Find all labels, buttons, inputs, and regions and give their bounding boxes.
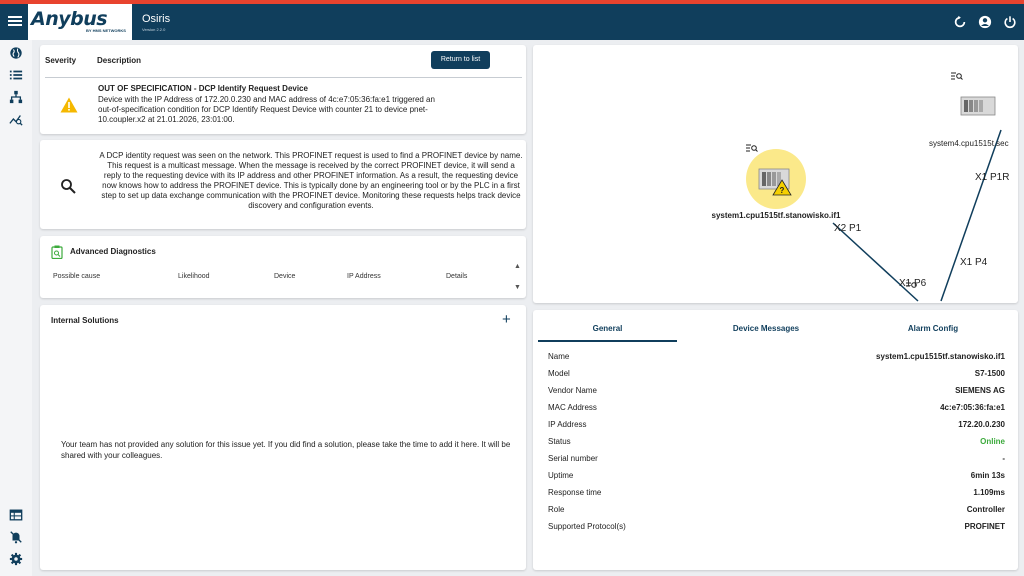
- description-header: Description: [97, 56, 142, 65]
- link-line-1: [833, 223, 918, 301]
- tab-general[interactable]: General: [592, 324, 623, 333]
- detail-label-uptime: Uptime: [548, 471, 574, 480]
- diagnostics-card: [40, 236, 526, 298]
- info-description: A DCP identity request was seen on the network. This PROFINET request is used to find a PROFINET device by name. This request is a multicast message. When the message is received by the correct PROFINET device, it will send a reply to the requesting device with its IP address and other PROFINET information. As a result, the requesting device now knows how to address the PROFINET device. This is typically done by an engineering tool or by the PLC in a first step to set up data exchange communication with the PROFINET device. Monitoring these requests helps track device discovery and configuration events.: [99, 151, 523, 210]
- diagnostics-title: Advanced Diagnostics: [70, 247, 156, 256]
- port-label-x1p1r: X1 P1R: [975, 172, 1010, 183]
- detail-label-name: Name: [548, 352, 570, 361]
- app-title: Osiris: [142, 13, 171, 25]
- detail-label-protocols: Supported Protocol(s): [548, 522, 626, 531]
- hamburger-menu-icon[interactable]: [8, 14, 22, 28]
- node-label-1: system1.cpu1515tf.stanowisko.if1: [711, 211, 841, 220]
- detail-value-vendor: SIEMENS AG: [955, 386, 1005, 395]
- detail-value-uptime: 6min 13s: [970, 471, 1005, 480]
- clipboard-search-icon: [51, 245, 63, 259]
- globe-icon[interactable]: [9, 46, 23, 60]
- column-header-possible-cause[interactable]: Possible cause: [53, 273, 101, 280]
- plc-device-icon[interactable]: [961, 97, 995, 115]
- warning-icon: [60, 97, 78, 113]
- alarm-card: [40, 45, 526, 134]
- search-icon: [60, 178, 76, 194]
- detail-value-model: S7-1500: [974, 369, 1005, 378]
- detail-label-ip: IP Address: [548, 420, 587, 429]
- port-label-x1p6: X1 P6: [899, 278, 927, 289]
- detail-label-role: Role: [548, 505, 565, 514]
- column-header-details[interactable]: Details: [446, 273, 468, 280]
- detail-label-vendor: Vendor Name: [548, 386, 597, 395]
- column-header-ip-address[interactable]: IP Address: [347, 273, 381, 280]
- return-to-list-button[interactable]: Return to list: [431, 51, 490, 69]
- side-rail: [0, 40, 32, 576]
- node-label-2: system4.cpu1515t.sec: [929, 139, 1009, 148]
- scroll-up-icon[interactable]: ▲: [514, 263, 521, 270]
- info-card: [40, 140, 526, 229]
- list-icon[interactable]: [9, 68, 23, 82]
- column-header-likelihood[interactable]: Likelihood: [178, 273, 210, 280]
- alarm-message: Device with the IP Address of 172.20.0.230 and MAC address of 4c:e7:05:36:fa:e1 triggered an out-of-specification condition for DCP Identify Request Device with counter 21 to device pnet-10.coupler.x2 at 21.01.2026, 23:01:00.: [98, 95, 435, 124]
- tab-device-messages[interactable]: Device Messages: [732, 324, 800, 333]
- table-icon[interactable]: [9, 508, 23, 522]
- restart-icon[interactable]: [953, 15, 967, 29]
- details-card: [533, 310, 1018, 570]
- alarm-off-icon[interactable]: [9, 530, 23, 544]
- detail-label-status: Status: [548, 437, 571, 446]
- svg-text:?: ?: [779, 186, 785, 195]
- topology-icon[interactable]: [9, 90, 23, 104]
- detail-value-role: Controller: [966, 505, 1005, 514]
- port-label-x1p4: X1 P4: [960, 257, 988, 268]
- detail-label-model: Model: [548, 369, 570, 378]
- column-header-device[interactable]: Device: [274, 273, 296, 280]
- empty-solutions-message: Your team has not provided any solution for this issue yet. If you did find a solution, please take the time to add it here. It will be shared with your colleagues.: [61, 440, 511, 460]
- logo: [28, 4, 132, 40]
- detail-value-status: Online: [980, 437, 1005, 446]
- analytics-icon[interactable]: [9, 112, 23, 126]
- settings-icon[interactable]: [9, 552, 23, 566]
- detail-label-response-time: Response time: [548, 488, 602, 497]
- detail-value-protocols: PROFINET: [964, 522, 1005, 531]
- top-bar: [0, 4, 1024, 40]
- port-label-x2p1: X2 P1: [834, 223, 862, 234]
- detail-value-ip: 172.20.0.230: [958, 420, 1005, 429]
- detail-label-serial: Serial number: [548, 454, 598, 463]
- active-tab-indicator: [538, 340, 677, 342]
- detail-value-response-time: 1.109ms: [973, 488, 1005, 497]
- detail-value-name: system1.cpu1515tf.stanowisko.if1: [876, 352, 1005, 361]
- severity-header: Severity: [45, 56, 77, 65]
- logo-subtitle: BY HMS NETWORKS: [86, 28, 126, 33]
- divider: [45, 77, 522, 78]
- topology-card[interactable]: [533, 45, 1018, 303]
- solutions-card: [40, 305, 526, 570]
- tab-alarm-config[interactable]: Alarm Config: [907, 324, 959, 333]
- detail-value-mac: 4c:e7:05:36:fa:e1: [940, 403, 1005, 412]
- add-solution-button[interactable]: +: [502, 311, 511, 328]
- solutions-title: Internal Solutions: [51, 316, 119, 325]
- account-icon[interactable]: [978, 15, 992, 29]
- scroll-down-icon[interactable]: ▼: [514, 284, 521, 291]
- link-line-2: [941, 130, 1001, 301]
- power-icon[interactable]: [1003, 15, 1017, 29]
- detail-value-serial: -: [1002, 454, 1005, 463]
- logo-text: Anybus: [31, 8, 108, 30]
- detail-label-mac: MAC Address: [548, 403, 597, 412]
- alarm-title: OUT OF SPECIFICATION - DCP Identify Request Device: [98, 84, 308, 93]
- app-version: Version 2.2.0: [142, 27, 166, 32]
- inspect-icon[interactable]: [951, 73, 963, 80]
- inspect-icon[interactable]: [746, 145, 758, 152]
